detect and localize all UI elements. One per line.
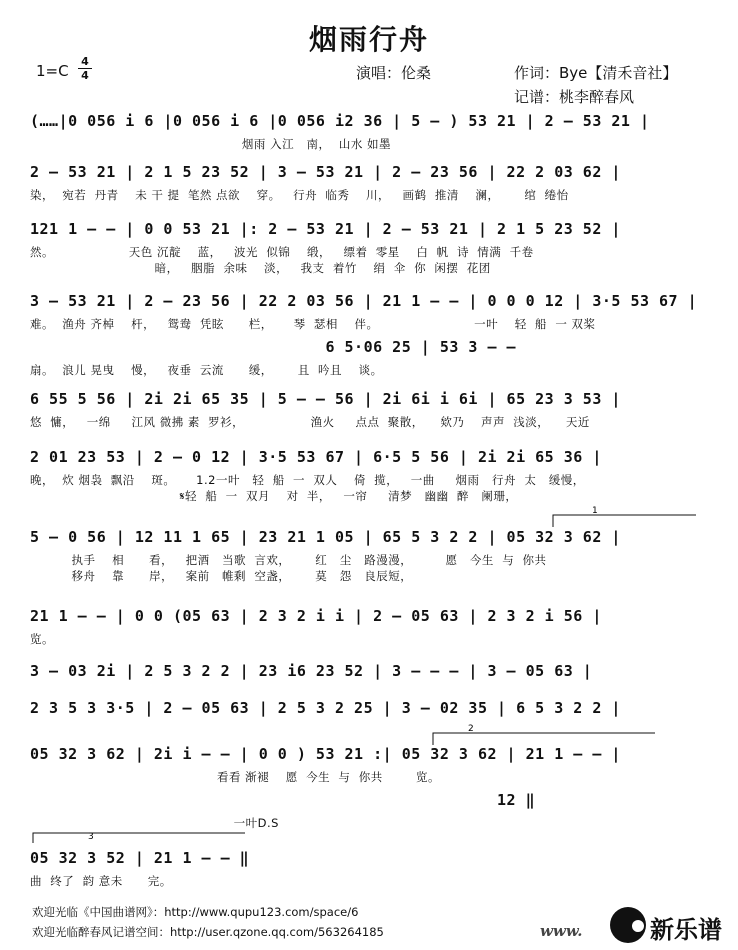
volta-1-bracket bbox=[553, 515, 696, 527]
lyric-line: 执手 相 看， 把酒 当歌 言欢， 红 尘 路漫漫， 愿 今生 与 你共 bbox=[30, 553, 547, 567]
notation-line: 3 – 03 2i | 2 5 3 2 2 | 23 i6 23 52 | 3 – – – | 3 – 05 63 | bbox=[30, 662, 593, 680]
volta-3-label: 3 bbox=[88, 832, 94, 842]
footer-link-1[interactable]: 欢迎光临《中国曲谱网》：http://www.qupu123.com/space/6 bbox=[32, 905, 359, 919]
lyric-line: 晚， 炊 烟袅 飘沿 斑。 1.2一叶 轻 船 一 双人 倚 揽， 一曲 烟雨 行舟 太 缓慢， bbox=[30, 473, 585, 487]
notation-line: (……|0 056 i 6 |0 056 i 6 |0 056 i2 36 | 5 – ) 53 21 | 2 – 53 21 | bbox=[30, 112, 650, 130]
notation-line: 05 32 3 52 | 21 1 – – ‖ bbox=[30, 849, 250, 867]
lyric-line: 悠 慵， 一绵 江风 微拂 素 罗衫， 渔火 点点 聚散， 欸乃 声声 浅淡， 天近 bbox=[30, 415, 590, 429]
key-signature: 1=C bbox=[36, 62, 69, 80]
lyricist-credit: 作词：Bye【清禾音社】 bbox=[514, 64, 678, 82]
singer-credit: 演唱：伦桑 bbox=[356, 64, 432, 82]
lyric-line: 曲 终了 韵 意未 完。 bbox=[30, 874, 172, 888]
time-numerator: 4 bbox=[81, 55, 89, 68]
notation-line: 12 ‖ bbox=[30, 791, 536, 809]
volta-1-label: 1 bbox=[592, 506, 598, 516]
notation-line: 2 – 53 21 | 2 1 5 23 52 | 3 – 53 21 | 2 – 23 56 | 22 2 03 62 | bbox=[30, 163, 621, 181]
notation-line: 2 3 5 3 3·5 | 2 – 05 63 | 2 5 3 2 25 | 3 – 02 35 | 6 5 3 2 2 | bbox=[30, 699, 621, 717]
lyric-line: 移舟 靠 岸， 案前 帷剩 空盏， 莫 怨 良辰短， bbox=[30, 569, 413, 583]
lyric-line: 览。 bbox=[30, 632, 54, 646]
lyric-line: 扇。 浪儿 晃曳 慢， 夜垂 云流 缓， 且 吟且 谈。 bbox=[30, 363, 383, 377]
notation-line: 21 1 – – | 0 0 (05 63 | 2 3 2 i i | 2 – 05 63 | 2 3 2 i 56 | bbox=[30, 607, 602, 625]
song-title: 烟雨行舟 bbox=[308, 23, 429, 56]
notation-line: 5 – 0 56 | 12 11 1 65 | 23 21 1 05 | 65 5 3 2 2 | 05 32 3 62 | bbox=[30, 528, 621, 546]
notation-line: 2 01 23 53 | 2 – 0 12 | 3·5 53 67 | 6·5 5 56 | 2i 2i 65 36 | bbox=[30, 448, 602, 466]
lyric-line: 𝄋轻 船 一 双月 对 半， 一帘 清梦 幽幽 醉 阑珊， bbox=[30, 489, 518, 503]
watermark-www: www. bbox=[540, 922, 583, 940]
lyric-line: 暗， 胭脂 余味 淡， 我支 着竹 绢 伞 你 闲摆 花团 bbox=[30, 261, 491, 275]
notation-line: 05 32 3 62 | 2i i – – | 0 0 ) 53 21 :| 05 32 3 62 | 21 1 – – | bbox=[30, 745, 621, 763]
notation-line: 3 – 53 21 | 2 – 23 56 | 22 2 03 56 | 21 1 – – | 0 0 0 12 | 3·5 53 67 | bbox=[30, 292, 698, 310]
lyric-line: 难。 渔舟 齐棹 杆， 鸳鸯 凭眩 栏， 琴 瑟相 伴。 一叶 轻 船 一 双桨 bbox=[30, 317, 596, 331]
notation-line: 6 5·06 25 | 53 3 – – bbox=[30, 338, 517, 356]
notation-line: 121 1 – – | 0 0 53 21 |: 2 – 53 21 | 2 – 53 21 | 2 1 5 23 52 | bbox=[30, 220, 621, 238]
volta-3-bracket bbox=[33, 833, 245, 843]
lyric-line: 看看 渐褪 愿 今生 与 你共 览。 bbox=[30, 770, 440, 784]
logo-text: 新乐谱 bbox=[650, 916, 722, 944]
site-logo bbox=[600, 906, 732, 946]
lyric-line: 烟雨 入江 南， 山水 如墨 bbox=[30, 137, 392, 151]
lyric-line: 然。 天色 沉靛 蓝， 波光 似锦 缎， 缥着 零星 白 帆 诗 情满 千卷 bbox=[30, 245, 534, 259]
footer-link-2[interactable]: 欢迎光临醉春风记谱空间：http://user.qzone.qq.com/563264185 bbox=[32, 925, 384, 939]
transcriber-credit: 记谱：桃李醉春风 bbox=[514, 88, 635, 106]
lyric-line: 染， 宛若 丹青 未 干 提 笔然 点欲 穿。 行舟 临秀 川， 画鹤 推清 澜， 绾 绻怡 bbox=[30, 188, 569, 202]
volta-2-label: 2 bbox=[468, 724, 474, 734]
disc-icon bbox=[610, 907, 646, 943]
volta-2-bracket bbox=[433, 733, 655, 745]
time-denominator: 4 bbox=[81, 69, 89, 82]
notation-line: 6 55 5 56 | 2i 2i 65 35 | 5 – – 56 | 2i 6i i 6i | 65 23 3 53 | bbox=[30, 390, 621, 408]
lyric-line: 一叶D.S bbox=[30, 816, 279, 830]
